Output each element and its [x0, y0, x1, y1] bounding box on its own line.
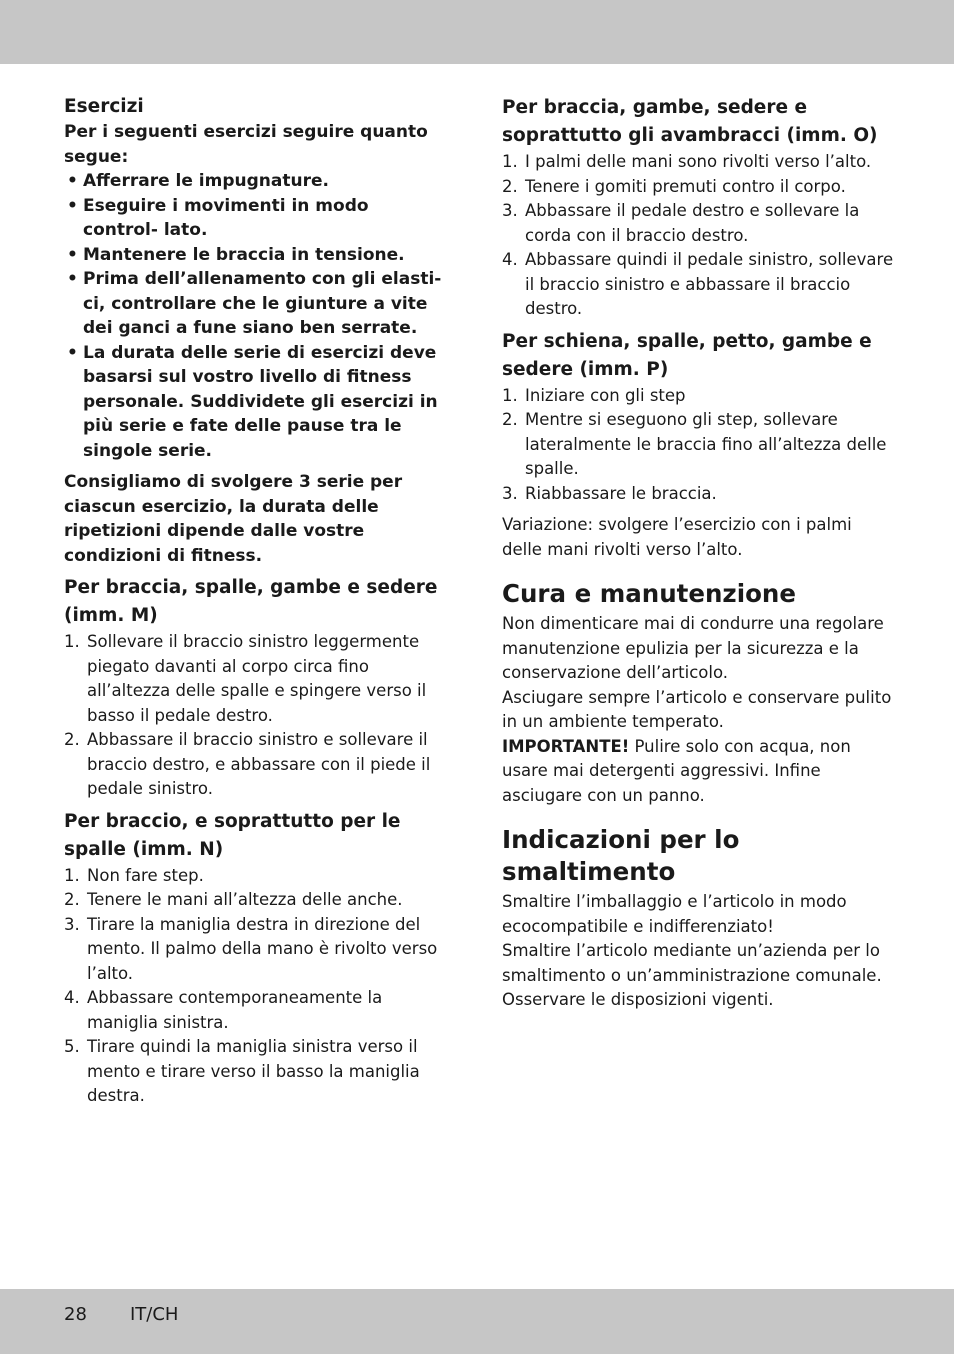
step-item: 1. I palmi delle mani sono rivolti verso l’alto.: [502, 152, 872, 171]
bullet-item: • Eseguire i movimenti in modo control- lato.: [64, 194, 448, 243]
cura-title: Cura e manutenzione: [502, 579, 796, 608]
step-item: 2. Mentre si eseguono gli step, sollevare lateralmente le braccia fino all’altezza delle spalle.: [502, 410, 887, 478]
section-n-title: Per braccio, e soprattutto per le spalle (imm. N): [64, 810, 401, 860]
section-p-steps: [502, 384, 894, 507]
section-m-title: Per braccia, spalle, gambe e sedere (imm. M): [64, 577, 438, 626]
advice-text: Consigliamo di svolgere 3 serie per ciascun esercizio, la durata delle ripetizioni dipende dalle vostre condizioni di fitness.: [64, 472, 403, 566]
section-o-steps: [502, 150, 894, 322]
smaltimento-title: Indicazioni per lo smaltimento: [502, 825, 740, 886]
smaltimento-paragraph-1: Smaltire l’imballaggio e l’articolo in modo ecocompatibile e indifferenziato!: [502, 892, 847, 936]
esercizi-title: Esercizi: [64, 96, 144, 117]
section-o-title: Per braccia, gambe, sedere e soprattutto gli avambracci (imm. O): [502, 97, 878, 146]
section-p-title: Per schiena, spalle, petto, gambe e sedere (imm. P): [502, 330, 872, 380]
page-number: 28: [64, 1304, 87, 1325]
esercizi-bullets: [64, 169, 448, 463]
section-m-steps: [64, 630, 448, 802]
bullet-item: • Mantenere le braccia in tensione.: [64, 243, 448, 268]
step-item: 5. Tirare quindi la maniglia sinistra verso il mento e tirare verso il basso la maniglia destra.: [64, 1037, 420, 1105]
step-item: 2. Tenere i gomiti premuti contro il corpo.: [502, 176, 846, 196]
step-item: 1. Iniziare con gli step: [502, 385, 686, 405]
step-item: 4. Abbassare contemporaneamente la maniglia sinistra.: [64, 988, 383, 1032]
important-label: IMPORTANTE!: [502, 736, 630, 756]
smaltimento-paragraph-3: Osservare le disposizioni vigenti.: [502, 990, 774, 1009]
cura-important: [502, 735, 894, 809]
important-text: Pulire solo con acqua, non usare mai detergenti aggressivi. Infine asciugare con un panno.: [502, 736, 851, 805]
bullet-item: • Prima dell’allenamento con gli elasti- ci, controllare che le giunture a vite dei ganci a fune siano ben serrate.: [64, 267, 448, 341]
step-item: 2. Tenere le mani all’altezza delle anche.: [64, 890, 403, 909]
header-bar: [0, 0, 954, 64]
step-item: 3. Tirare la maniglia destra in direzione del mento. Il palmo della mano è rivolto verso l’alto.: [64, 914, 438, 983]
bullet-item: • La durata delle serie di esercizi deve basarsi sul vostro livello di fitness personale. Suddividete gli esercizi in più serie e fate delle pause tra le singole serie.: [64, 341, 448, 464]
step-item: 1. Non fare step.: [64, 865, 204, 885]
step-item: 3. Abbassare il pedale destro e sollevare la corda con il braccio destro.: [502, 201, 860, 245]
esercizi-intro: Per i seguenti esercizi seguire quanto segue:: [64, 122, 428, 167]
step-item: 1. Sollevare il braccio sinistro leggermente piegato davanti al corpo circa fino all’altezza delle spalle e spingere verso il basso il pedale destro.: [64, 632, 427, 725]
step-item: 4. Abbassare quindi il pedale sinistro, sollevare il braccio sinistro e abbassare il braccio destro.: [502, 250, 894, 318]
step-item: 2. Abbassare il braccio sinistro e sollevare il braccio destro, e abbassare con il piede il pedale sinistro.: [64, 730, 431, 798]
step-item: 3. Riabbassare le braccia.: [502, 483, 717, 503]
cura-paragraph-1: Non dimenticare mai di condurre una regolare manutenzione epulizia per la sicurezza e la conservazione dell’articolo.: [502, 614, 884, 682]
section-n-steps: [64, 864, 448, 1109]
language-code: IT/CH: [130, 1304, 179, 1325]
cura-paragraph-2: Asciugare sempre l’articolo e conservare pulito in un ambiente temperato.: [502, 687, 892, 731]
smaltimento-paragraph-2: Smaltire l’articolo mediante un’azienda per lo smaltimento o un’amministrazione comunale.: [502, 941, 882, 985]
bullet-item: • Afferrare le impugnature.: [64, 169, 448, 194]
right-column: [502, 94, 894, 1013]
left-column: [64, 94, 448, 1109]
variation-text: Variazione: svolgere l’esercizio con i palmi delle mani rivolti verso l’alto.: [502, 515, 852, 559]
